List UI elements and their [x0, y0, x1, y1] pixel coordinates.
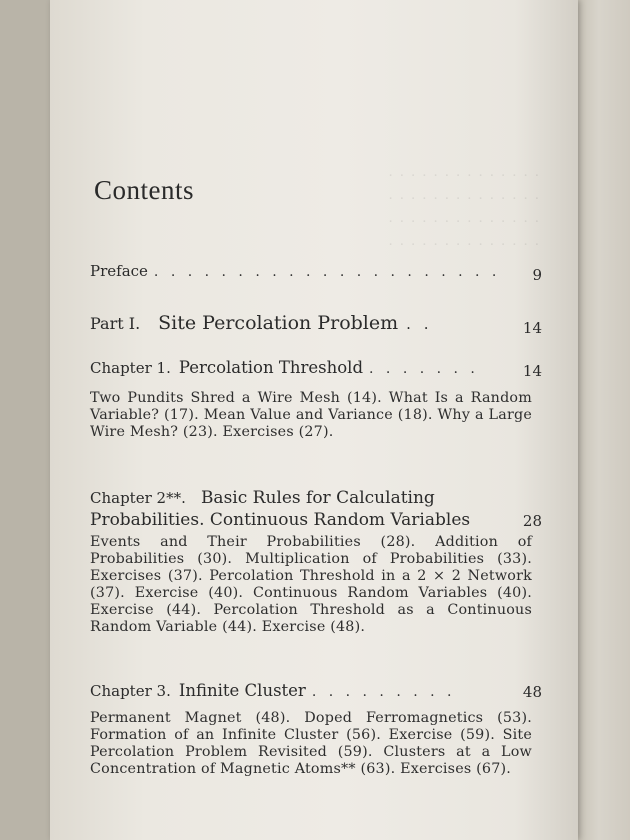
part-label: Part I.	[90, 314, 141, 333]
chapter-2-summary: Events and Their Probabilities (28). Addition of Probabilities (30). Multiplication of Probabilities (33). Exercises (37). Percolation Threshold in a 2 × 2 Network (37). Exercise (40). Continuous Random Variables (40). Exercise (44). Percolation Threshold as a Continuous Random Variable (44). Exercise (48).	[90, 534, 532, 635]
leader-dots	[363, 361, 479, 377]
page-number: 28	[522, 512, 542, 530]
page-number: 9	[532, 266, 542, 284]
page-number: 14	[522, 362, 542, 380]
entry-label: Preface	[90, 262, 148, 280]
part-title: Site Percolation Problem	[158, 312, 399, 334]
chapter-title-line-2: Probabilities. Continuous Random Variables	[90, 510, 471, 530]
toc-entry-chapter-1[interactable]	[90, 358, 542, 377]
chapter-title-line-1: Basic Rules for Calculating	[200, 488, 435, 508]
chapter-label: Chapter 3.	[90, 682, 171, 700]
book-page	[50, 0, 578, 840]
chapter-3-summary: Permanent Magnet (48). Doped Ferromagnetics (53). Formation of an Infinite Cluster (56). Exercise (59). Site Percolation Problem Revisited (59). Clusters at a Low Concentration of Magnetic Atoms** (63). Exercises (67).	[90, 710, 532, 777]
chapter-title: Percolation Threshold	[178, 358, 364, 377]
page-number: 48	[522, 683, 542, 701]
contents-page	[50, 0, 578, 840]
leader-dots	[148, 264, 506, 280]
adjacent-page-edge	[578, 0, 630, 840]
leader-dots	[306, 684, 462, 700]
page-number: 14	[522, 319, 542, 337]
toc-entry-chapter-2[interactable]	[90, 487, 510, 531]
chapter-1-summary: Two Pundits Shred a Wire Mesh (14). What Is a Random Variable? (17). Mean Value and Variance (18). Why a Large Wire Mesh? (23). Exercises (27).	[90, 390, 532, 440]
chapter-title: Infinite Cluster	[178, 681, 306, 700]
page-title: Contents	[94, 175, 195, 205]
toc-entry-part-1[interactable]: Part I. Site Percolation Problem . .	[90, 312, 433, 334]
chapter-label: Chapter 1.	[90, 359, 171, 377]
toc-entry-chapter-3[interactable]	[90, 681, 542, 700]
chapter-label: Chapter 2**.	[90, 489, 186, 507]
bleed-through-text: . . . . . . . . . . . . . . . . . . . . . . . . . . . . . . . . . . . . . . . . . . . . . . . . . . . . . . . .	[388, 164, 539, 249]
toc-entry-preface[interactable]	[90, 262, 542, 280]
